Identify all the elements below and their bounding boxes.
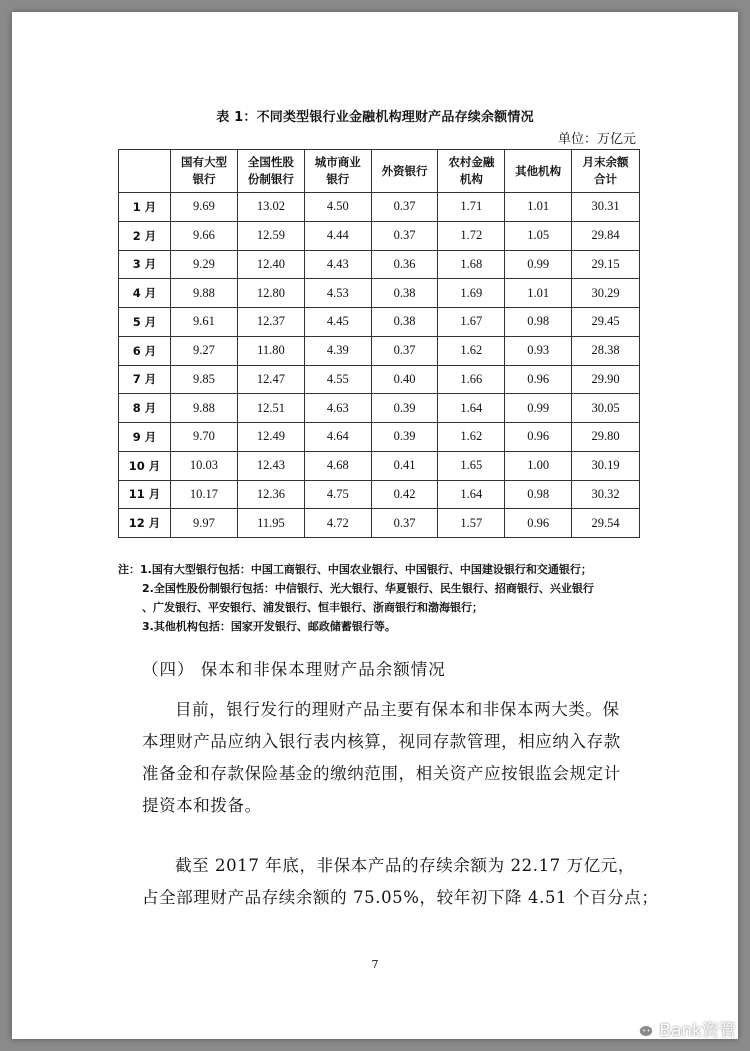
table-cell: 9.85 <box>171 365 238 394</box>
paragraph-line: 目前，银行发行的理财产品主要有保本和非保本两大类。保 <box>175 700 620 719</box>
table-cell: 1.69 <box>438 279 505 308</box>
note-line: 2.全国性股份制银行包括：中信银行、光大银行、华夏银行、民生银行、招商银行、兴业银行 <box>142 582 594 595</box>
table-cell: 4.64 <box>304 423 371 452</box>
table-cell: 9.97 <box>171 509 238 538</box>
table-cell: 4.53 <box>304 279 371 308</box>
table-cell: 13.02 <box>237 193 304 222</box>
watermark <box>629 1016 736 1041</box>
table-cell: 0.39 <box>371 394 438 423</box>
table-row <box>119 221 640 250</box>
note-line: 注：1.国有大型银行包括：中国工商银行、中国农业银行、中国银行、中国建设银行和交通银行； <box>118 563 592 576</box>
table-cell: 1.64 <box>438 394 505 423</box>
table-column-header: 全国性股 份制银行 <box>237 150 304 193</box>
row-label-cell: 2 月 <box>119 221 171 250</box>
table-row <box>119 250 640 279</box>
table-cell: 0.37 <box>371 193 438 222</box>
table-unit: 单位：万亿元 <box>557 132 636 147</box>
table-cell: 0.42 <box>371 480 438 509</box>
table-cell: 4.72 <box>304 509 371 538</box>
table-cell: 0.99 <box>505 250 572 279</box>
table-cell: 29.54 <box>572 509 640 538</box>
table-column-header: 外资银行 <box>371 150 438 193</box>
paragraph-line: 提资本和拨备。 <box>142 796 262 815</box>
table-cell: 29.45 <box>572 308 640 337</box>
table-column-header: 其他机构 <box>505 150 572 193</box>
table-cell: 4.44 <box>304 221 371 250</box>
table-cell: 12.40 <box>237 250 304 279</box>
table-cell: 9.88 <box>171 279 238 308</box>
table-row <box>119 423 640 452</box>
table-cell: 12.49 <box>237 423 304 452</box>
table-cell: 0.96 <box>505 423 572 452</box>
table-cell: 4.55 <box>304 365 371 394</box>
note-line: 3.其他机构包括：国家开发银行、邮政储蓄银行等。 <box>142 620 396 633</box>
table-row <box>119 193 640 222</box>
table-cell: 0.96 <box>505 509 572 538</box>
table-row <box>119 451 640 480</box>
table-cell: 9.69 <box>171 193 238 222</box>
table-cell: 0.37 <box>371 509 438 538</box>
table-cell: 10.17 <box>171 480 238 509</box>
row-label-cell: 3 月 <box>119 250 171 279</box>
table-cell: 12.80 <box>237 279 304 308</box>
table-notes <box>118 560 658 636</box>
table-row <box>119 480 640 509</box>
table-cell: 29.84 <box>572 221 640 250</box>
table-cell: 1.64 <box>438 480 505 509</box>
watermark-text: Bank资管 <box>659 1021 736 1041</box>
paragraph-line: 截至 2017 年底，非保本产品的存续余额为 22.17 万亿元， <box>175 856 636 875</box>
table-cell: 12.43 <box>237 451 304 480</box>
row-label-cell: 9 月 <box>119 423 171 452</box>
table-cell: 12.37 <box>237 308 304 337</box>
table-cell: 10.03 <box>171 451 238 480</box>
table-cell: 9.66 <box>171 221 238 250</box>
table-cell: 9.61 <box>171 308 238 337</box>
table-cell: 29.15 <box>572 250 640 279</box>
table-cell: 4.45 <box>304 308 371 337</box>
table-cell: 1.71 <box>438 193 505 222</box>
table-cell: 29.90 <box>572 365 640 394</box>
table-cell: 11.80 <box>237 336 304 365</box>
table-cell: 0.39 <box>371 423 438 452</box>
table-cell: 1.66 <box>438 365 505 394</box>
table-title: 表 1：不同类型银行业金融机构理财产品存续余额情况 <box>216 110 534 125</box>
table-row <box>119 365 640 394</box>
table-cell: 1.57 <box>438 509 505 538</box>
table-cell: 1.00 <box>505 451 572 480</box>
table-cell: 12.51 <box>237 394 304 423</box>
table-cell: 1.05 <box>505 221 572 250</box>
paragraph-line: 本理财产品应纳入银行表内核算，视同存款管理，相应纳入存款 <box>142 732 621 751</box>
paragraph-2 <box>142 850 659 914</box>
data-table <box>118 149 640 538</box>
row-label-cell: 1 月 <box>119 193 171 222</box>
table-cell: 0.98 <box>505 308 572 337</box>
row-label-cell: 12 月 <box>119 509 171 538</box>
row-label-cell: 8 月 <box>119 394 171 423</box>
table-row <box>119 394 640 423</box>
document-page <box>12 12 738 1039</box>
table-cell: 0.37 <box>371 221 438 250</box>
row-label-cell: 10 月 <box>119 451 171 480</box>
table-cell: 0.98 <box>505 480 572 509</box>
table-cell: 12.47 <box>237 365 304 394</box>
table-cell: 0.38 <box>371 279 438 308</box>
paragraph-line: 准备金和存款保险基金的缴纳范围，相关资产应按银监会规定计 <box>142 764 621 783</box>
table-cell: 4.68 <box>304 451 371 480</box>
table-cell: 0.99 <box>505 394 572 423</box>
table-cell: 1.62 <box>438 336 505 365</box>
table-row <box>119 279 640 308</box>
table-cell: 30.19 <box>572 451 640 480</box>
table-cell: 9.88 <box>171 394 238 423</box>
table-cell: 4.75 <box>304 480 371 509</box>
table-cell: 4.63 <box>304 394 371 423</box>
row-label-cell: 6 月 <box>119 336 171 365</box>
table-cell: 4.50 <box>304 193 371 222</box>
row-label-cell: 7 月 <box>119 365 171 394</box>
table-cell: 0.38 <box>371 308 438 337</box>
page-number: 7 <box>371 958 379 971</box>
table-cell: 0.93 <box>505 336 572 365</box>
table-row <box>119 308 640 337</box>
row-label-cell: 5 月 <box>119 308 171 337</box>
table-column-header: 城市商业 银行 <box>304 150 371 193</box>
table-cell: 4.39 <box>304 336 371 365</box>
table-cell: 12.36 <box>237 480 304 509</box>
table-cell: 9.27 <box>171 336 238 365</box>
paragraph-line: 占全部理财产品存续余额的 75.05%，较年初下降 4.51 个百分点； <box>142 888 659 907</box>
table-cell: 30.32 <box>572 480 640 509</box>
table-cell: 4.43 <box>304 250 371 279</box>
section-heading: （四） 保本和非保本理财产品余额情况 <box>142 660 446 679</box>
table-cell: 28.38 <box>572 336 640 365</box>
table-cell: 29.80 <box>572 423 640 452</box>
paragraph-1 <box>142 694 638 822</box>
table-cell: 1.68 <box>438 250 505 279</box>
table-header-row <box>119 150 640 193</box>
table-cell: 1.65 <box>438 451 505 480</box>
table-cell: 30.31 <box>572 193 640 222</box>
table-cell: 9.70 <box>171 423 238 452</box>
table-column-header: 农村金融 机构 <box>438 150 505 193</box>
table-corner-cell <box>119 150 171 193</box>
table-row <box>119 336 640 365</box>
table-column-header: 国有大型 银行 <box>171 150 238 193</box>
table-cell: 30.29 <box>572 279 640 308</box>
table-cell: 12.59 <box>237 221 304 250</box>
table-cell: 1.01 <box>505 193 572 222</box>
table-cell: 1.01 <box>505 279 572 308</box>
table-body <box>119 193 640 538</box>
row-label-cell: 4 月 <box>119 279 171 308</box>
table-cell: 9.29 <box>171 250 238 279</box>
note-line: 、广发银行、平安银行、浦发银行、恒丰银行、浙商银行和渤海银行； <box>142 601 483 614</box>
table-column-header: 月末余额 合计 <box>572 150 640 193</box>
table-cell: 30.05 <box>572 394 640 423</box>
table-cell: 0.41 <box>371 451 438 480</box>
table-cell: 0.37 <box>371 336 438 365</box>
row-label-cell: 11 月 <box>119 480 171 509</box>
table-cell: 1.67 <box>438 308 505 337</box>
table-row <box>119 509 640 538</box>
table-cell: 0.36 <box>371 250 438 279</box>
table-cell: 0.40 <box>371 365 438 394</box>
table-cell: 1.72 <box>438 221 505 250</box>
table-cell: 1.62 <box>438 423 505 452</box>
table-cell: 0.96 <box>505 365 572 394</box>
table-cell: 11.95 <box>237 509 304 538</box>
wechat-icon <box>629 1018 655 1040</box>
